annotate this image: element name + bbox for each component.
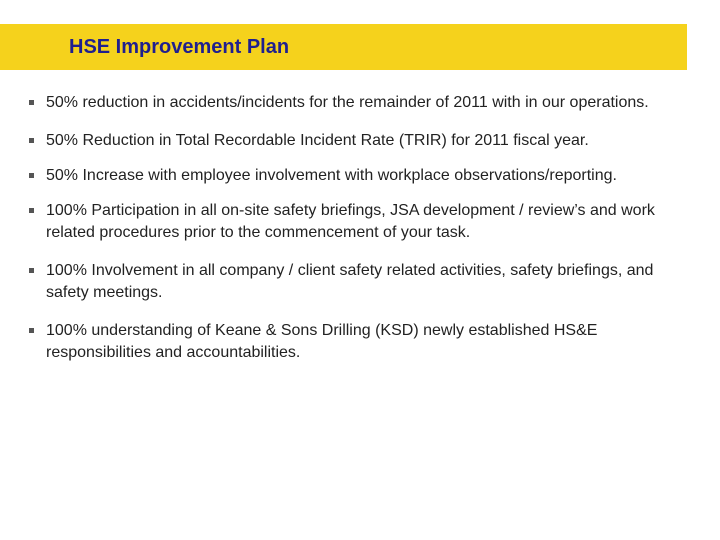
square-bullet-icon xyxy=(29,173,34,178)
bullet-item xyxy=(29,92,699,114)
bullet-text: 100% understanding of Keane & Sons Drilling (KSD) newly established HS&E responsibilities and accountabilities. xyxy=(46,322,598,361)
bullet-item xyxy=(29,130,699,152)
bullet-item xyxy=(29,200,699,244)
square-bullet-icon xyxy=(29,100,34,105)
bullet-item xyxy=(29,320,699,364)
bullet-item xyxy=(29,260,699,304)
bullet-text: 100% Involvement in all company / client safety related activities, safety briefings, and safety meetings. xyxy=(46,262,654,301)
bullet-text: 50% reduction in accidents/incidents for the remainder of 2011 with in our operations. xyxy=(46,94,649,111)
bullet-text: 50% Reduction in Total Recordable Incident Rate (TRIR) for 2011 fiscal year. xyxy=(46,132,589,149)
square-bullet-icon xyxy=(29,138,34,143)
bullet-text: 50% Increase with employee involvement with workplace observations/reporting. xyxy=(46,167,617,184)
square-bullet-icon xyxy=(29,208,34,213)
square-bullet-icon xyxy=(29,268,34,273)
bullet-item xyxy=(29,165,699,187)
bullet-text: 100% Participation in all on-site safety briefings, JSA development / review’s and work related procedures prior to the commencement of your task. xyxy=(46,202,655,241)
bullet-list xyxy=(29,92,699,380)
square-bullet-icon xyxy=(29,328,34,333)
slide-title: HSE Improvement Plan xyxy=(69,36,290,58)
